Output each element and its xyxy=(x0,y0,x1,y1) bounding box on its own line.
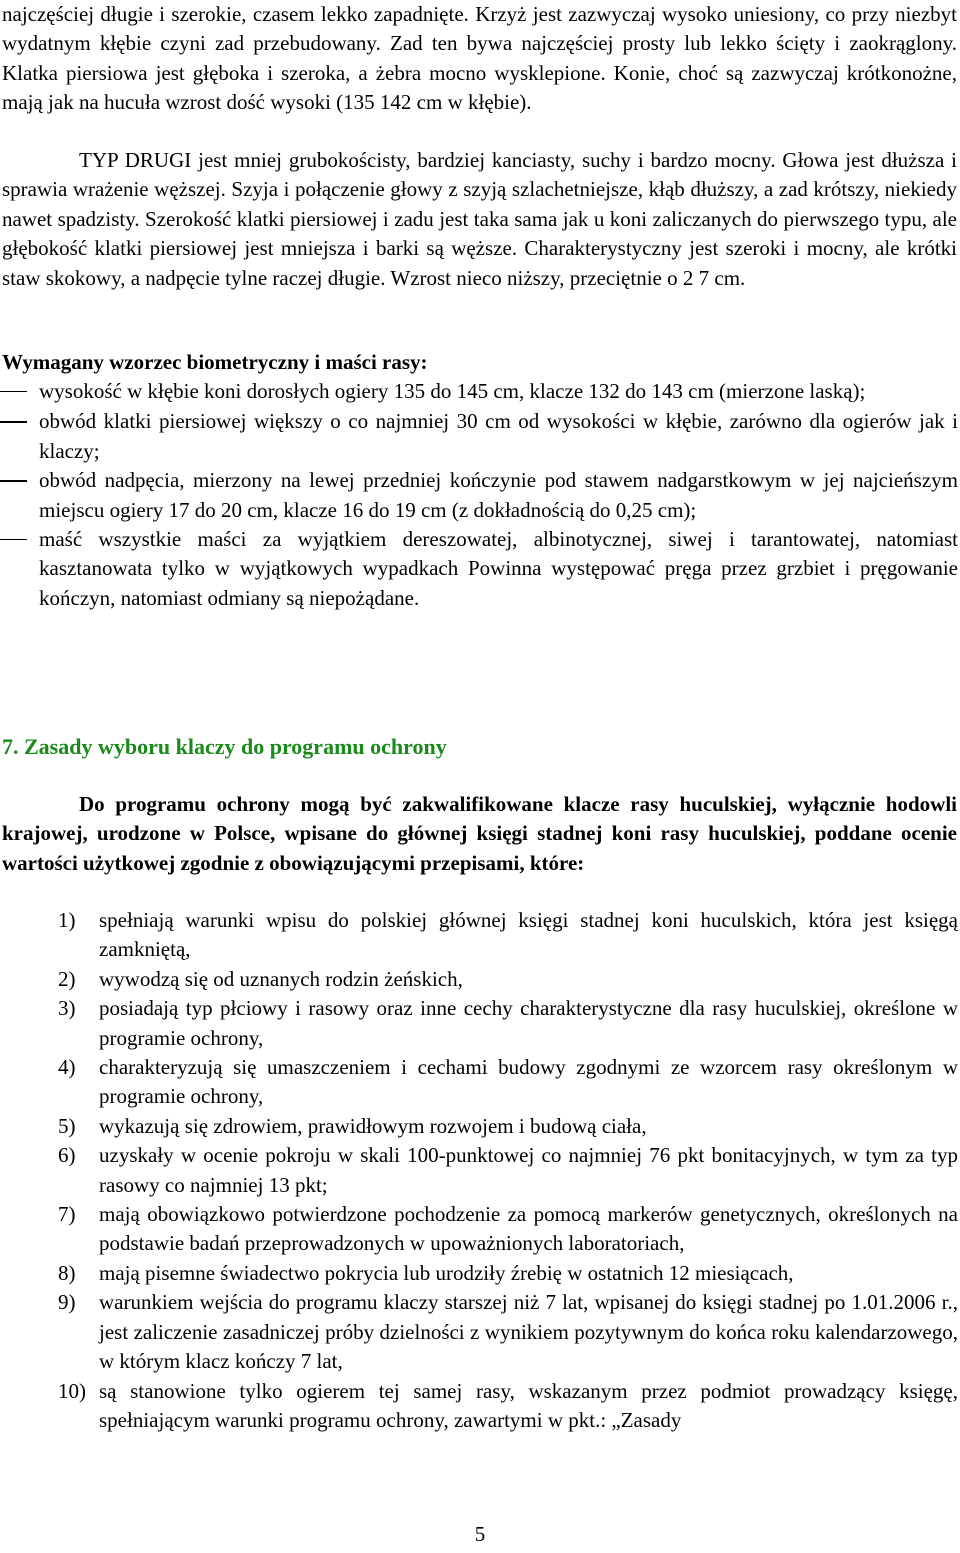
condition-text: uzyskały w ocenie pokroju w skali 100-punktowej co najmniej 76 pkt bonitacyjnych, w tym za typ rasowy co najmniej 13 pkt; xyxy=(99,1143,958,1197)
condition-item xyxy=(0,1053,958,1112)
page-number: 5 xyxy=(474,1522,486,1546)
condition-item xyxy=(0,1200,958,1259)
condition-item xyxy=(0,965,958,994)
condition-text: posiadają typ płciowy i rasowy oraz inne cechy charakterystyczne dla rasy huculskiej, określone w programie ochrony, xyxy=(99,996,958,1050)
condition-item xyxy=(0,994,958,1053)
condition-item xyxy=(0,1141,958,1200)
body-paragraph-type-two: TYP DRUGI jest mniej grubokościsty, bardziej kanciasty, suchy i bardzo mocny. Głowa jest dłuższa i sprawia wrażenie węższej. Szyja i połączenie głowy z szyją szlachetniejsze, kłąb dłuższy, a zad krótszy, niekiedy nawet spadzisty. Szerokość klatki piersiowej i zadu jest taka sama jak u koni zaliczanych do pierwszego typu, ale głębokość klatki piersiowej jest mniejsza i barki są węższe. Charakterystyczny jest szeroki i mocny, ale krótki staw skokowy, a nadpęcie tylne raczej długie. Wzrost nieco niższy, przeciętnie o 2 7 cm. xyxy=(2,148,957,290)
dash-bullet-icon xyxy=(0,480,27,481)
condition-item xyxy=(0,906,958,965)
condition-number: 8) xyxy=(58,1260,76,1285)
requirement-item xyxy=(0,466,958,525)
condition-text: wywodzą się od uznanych rodzin żeńskich, xyxy=(99,966,463,991)
requirement-text: maść wszystkie maści za wyjątkiem dereszowatej, albinotycznej, siwej i tarantowatej, natomiast kasztanowata tylko w wyjątkowych wypadkach Powinna występować pręga przez grzbiet i pręgowanie kończyn, natomiast odmiany są niepożądane. xyxy=(39,527,958,610)
requirement-item xyxy=(0,407,958,466)
condition-text: są stanowione tylko ogierem tej samej rasy, wskazanym przez podmiot prowadzący księgę, spełniającym warunki programu ochrony, zawartymi w pkt.: „Zasady xyxy=(99,1378,958,1432)
condition-number: 4) xyxy=(58,1055,76,1080)
condition-text: mają pisemne świadectwo pokrycia lub urodziły źrebię w ostatnich 12 miesiącach, xyxy=(99,1260,794,1285)
condition-number: 3) xyxy=(58,996,76,1021)
requirement-item xyxy=(0,525,958,613)
requirement-text: obwód klatki piersiowej większy o co najmniej 30 cm od wysokości w kłębie, zarówno dla ogierów jak i klaczy; xyxy=(39,409,958,463)
condition-item xyxy=(0,1259,958,1288)
condition-number: 9) xyxy=(58,1290,76,1315)
requirements-list xyxy=(0,377,958,613)
section-intro: Do programu ochrony mogą być zakwalifikowane klacze rasy huculskiej, wyłącznie hodowli krajowej, urodzone w Polsce, wpisane do głównej księgi stadnej koni rasy huculskiej, poddane ocenie wartości użytkowej zgodnie z obowiązującymi przepisami, które: xyxy=(2,792,957,875)
condition-text: spełniają warunki wpisu do polskiej głównej księgi stadnej koni huculskich, która jest księgą zamkniętą, xyxy=(99,908,958,962)
condition-text: mają obowiązkowo potwierdzone pochodzenie za pomocą markerów genetycznych, określonych na podstawie badań przeprowadzonych w upoważnionych laboratoriach, xyxy=(99,1202,958,1256)
condition-number: 6) xyxy=(58,1143,76,1168)
requirement-text: wysokość w kłębie koni dorosłych ogiery 135 do 145 cm, klacze 132 do 143 cm (mierzone laską); xyxy=(39,379,866,403)
conditions-list xyxy=(0,906,958,1435)
dash-bullet-icon xyxy=(0,421,27,422)
condition-number: 2) xyxy=(58,966,76,991)
requirement-item xyxy=(0,377,958,406)
condition-number: 1) xyxy=(58,908,76,932)
section-heading: 7. Zasady wyboru klaczy do programu ochrony xyxy=(2,734,447,759)
condition-item xyxy=(0,1288,958,1376)
condition-number: 10) xyxy=(58,1378,86,1403)
dash-bullet-icon xyxy=(0,539,27,540)
requirement-text: obwód nadpęcia, mierzony na lewej przedniej kończynie pod stawem nadgarstkowym w jej najcieńszym miejscu ogiery 17 do 20 cm, klacze 16 do 19 cm (z dokładnością do 0,25 cm); xyxy=(39,468,958,522)
condition-text: charakteryzują się umaszczeniem i cechami budowy zgodnymi ze wzorcem rasy określonym w programie ochrony, xyxy=(99,1055,958,1109)
requirements-heading: Wymagany wzorzec biometryczny i maści rasy: xyxy=(2,350,428,374)
condition-item xyxy=(0,1112,958,1141)
condition-text: wykazują się zdrowiem, prawidłowym rozwojem i budową ciała, xyxy=(99,1113,647,1138)
condition-number: 7) xyxy=(58,1202,76,1227)
dash-bullet-icon xyxy=(0,391,27,392)
body-paragraph-type-one: najczęściej długie i szerokie, czasem lekko zapadnięte. Krzyż jest zazwyczaj wysoko uniesiony, co przy niezbyt wydatnym kłębie czyni zad przebudowany. Zad ten bywa najczęściej prosty lub lekko ścięty i zaokrąglony. Klatka piersiowa jest głęboka i szeroka, a żebra mocno wysklepione. Konie, choć są zazwyczaj krótkonożne, mają jak na hucuła wzrost dość wysoki (135 142 cm w kłębie). xyxy=(2,2,957,115)
condition-number: 5) xyxy=(58,1113,76,1138)
condition-text: warunkiem wejścia do programu klaczy starszej niż 7 lat, wpisanej do księgi stadnej po 1.01.2006 r., jest zaliczenie zasadniczej próby dzielności z wynikiem pozytywnym do końca roku kalendarzowego, w którym klacz kończy 7 lat, xyxy=(99,1290,958,1374)
condition-item xyxy=(0,1377,958,1436)
